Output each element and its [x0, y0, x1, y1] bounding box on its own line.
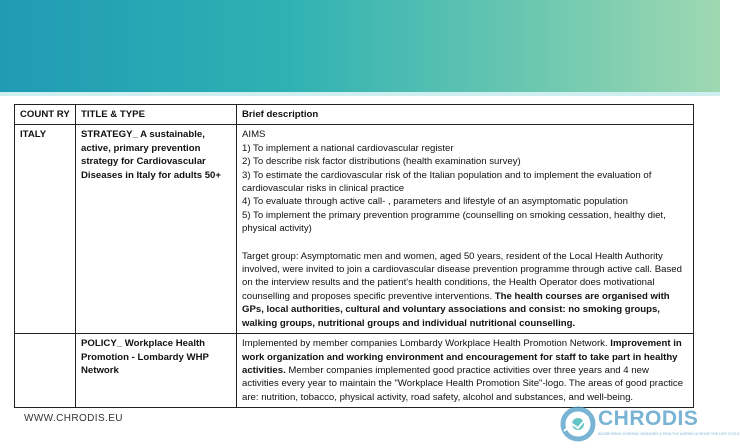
- aim-item: 5) To implement the primary prevention programme (counselling on smoking cessation, healthy diet, physical activity): [242, 209, 666, 235]
- aim-item: 1) To implement a national cardiovascular register: [242, 142, 454, 154]
- footer-url[interactable]: WWW.CHRODIS.EU: [24, 413, 123, 424]
- header-country: COUNT RY: [15, 105, 76, 125]
- policy-intro: Implemented by member companies Lombardy Workplace Health Promotion Network.: [242, 338, 611, 350]
- header-title-type: TITLE & TYPE: [76, 105, 237, 125]
- logo-tagline: ADDRESSING CHRONIC DISEASES & HEALTHY AGEING ACROSS THE LIFE CYCLE: [598, 432, 740, 436]
- row-country: ITALY: [15, 125, 76, 334]
- table-header-row: [15, 105, 694, 125]
- practices-table: [14, 104, 694, 408]
- row-description: [237, 334, 694, 408]
- table-row: [15, 334, 694, 408]
- row-description: [237, 125, 694, 334]
- banner-divider: [0, 92, 720, 96]
- target-group-intro: Target group: Asymptomatic men and women, aged 50 years, resident of the Local Health Authority involved, were invited to join a cardiovascular disease prevention programme through active call. Based on the interview results and the patient's health conditions, the Health Operator does motivational counselling and proposes specific preventive interventions.: [242, 250, 682, 302]
- target-group-bold: The health courses are organised with GPs, local authorities, cultural and voluntary associations and consist: no smoking groups, walking groups, nutritional groups and individual nutritional counselling.: [242, 290, 670, 329]
- row-country: [15, 334, 76, 408]
- chrodis-logo-icon: [558, 404, 598, 444]
- aims-heading: AIMS: [242, 129, 266, 141]
- header-brief-description: Brief description: [237, 105, 694, 125]
- target-group-text: [242, 250, 688, 330]
- logo-name: CHRODIS: [598, 407, 699, 430]
- table-row: [15, 125, 694, 334]
- row-title: POLICY_ Workplace Health Promotion - Lombardy WHP Network: [76, 334, 237, 408]
- policy-rest: Member companies implemented good practice activities over three years and 4 new activities every year to maintain the "Workplace Health Promotion Site"-logo. The areas of good practice are: nutrition, tobacco, physical activity, road safety, alcohol and substances, and well-being.: [242, 364, 684, 403]
- row-title: STRATEGY_ A sustainable, active, primary prevention strategy for Cardiovascular Diseases in Italy for adults 50+: [76, 125, 237, 334]
- policy-bold: Improvement in work organization and working environment and encouragement for staff to take part in healthy activities.: [242, 338, 682, 376]
- aim-item: 2) To describe risk factor distributions (health examination survey): [242, 156, 521, 168]
- aim-item: 3) To estimate the cardiovascular risk of the Italian population and to implement the evaluation of cardiovascular risks in clinical practice: [242, 169, 652, 195]
- chrodis-logo: [558, 404, 740, 444]
- aim-item: 4) To evaluate through active call- , parameters and lifestyle of an asymptomatic population: [242, 196, 628, 208]
- header-banner: [0, 0, 720, 92]
